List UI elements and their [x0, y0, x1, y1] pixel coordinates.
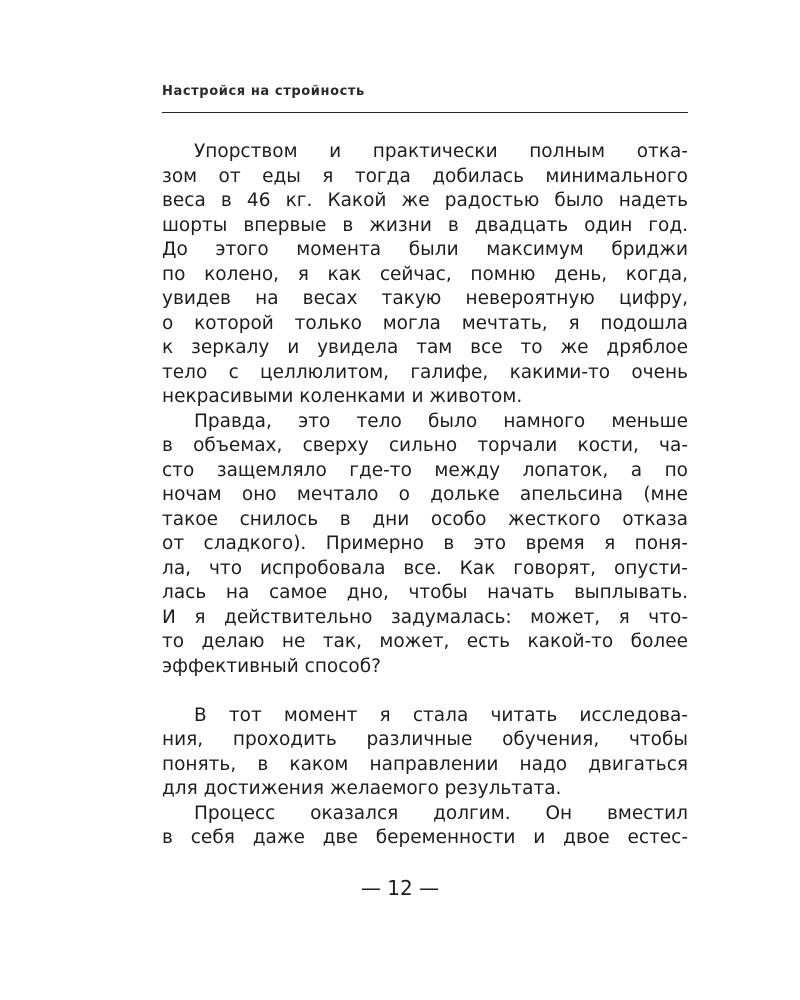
text-line: такое снилось в дни особо жесткого отказа [162, 508, 688, 530]
text-line: лась на самое дно, чтобы начать выплывать. [162, 582, 688, 603]
body-text [162, 140, 688, 851]
page-number: — 12 — [360, 876, 440, 900]
paragraph-4 [162, 802, 688, 851]
text-line: в объемах, сверху сильно торчали кости, ча- [162, 435, 688, 456]
text-line: Правда, это тело было намного меньше [194, 410, 688, 432]
text-line: для достижения желаемого результата. [162, 778, 562, 799]
text-line: Упорством и практически полным отка- [194, 141, 688, 162]
text-line: шорты впервые в жизни в двадцать один год. [162, 214, 688, 236]
text-line: по колено, я как сейчас, помню день, когда, [162, 263, 688, 285]
text-line: ночам оно мечтало о дольке апельсина (мне [162, 484, 688, 505]
text-line: И я действительно задумалась: может, я что- [162, 606, 688, 628]
running-header-title: Настройся на стройность [162, 84, 365, 99]
text-line: понять, в каком направлении надо двигаться [162, 753, 688, 775]
text-line: До этого момента были максимум бриджи [162, 239, 688, 260]
paragraph-2 [162, 410, 688, 680]
text-line: то делаю не так, может, есть какой-то более [162, 631, 688, 652]
text-line: тело с целлюлитом, галифе, какими-то очень [162, 361, 688, 383]
text-line: зом от еды я тогда добилась минимального [162, 165, 688, 187]
text-line: сто защемляло где-то между лопаток, а по [162, 459, 688, 481]
paragraph-1 [162, 140, 688, 410]
paragraph-spacer [162, 679, 688, 704]
text-line: Процесс оказался долгим. Он вместил [194, 802, 688, 824]
text-line: увидев на весах такую невероятную цифру, [162, 288, 688, 309]
text-line: к зеркалу и увидела там все то же дряблое [162, 337, 688, 358]
paragraph-3 [162, 704, 688, 802]
text-line: ния, проходить различные обучения, чтобы [162, 729, 688, 750]
text-line: эффективный способ? [162, 655, 381, 677]
text-line: ла, что испробовала все. Как говорят, опусти- [162, 557, 688, 579]
text-line: в себя даже две беременности и двое естес- [162, 827, 688, 848]
text-line: от сладкого). Примерно в это время я поня- [162, 533, 688, 554]
text-line: В тот момент я стала читать исследова- [194, 704, 688, 726]
text-line: о которой только могла мечтать, я подошла [162, 312, 688, 334]
header-divider [162, 112, 688, 113]
text-line: веса в 46 кг. Какой же радостью было надеть [162, 190, 688, 211]
text-line: некрасивыми коленками и животом. [162, 386, 523, 407]
